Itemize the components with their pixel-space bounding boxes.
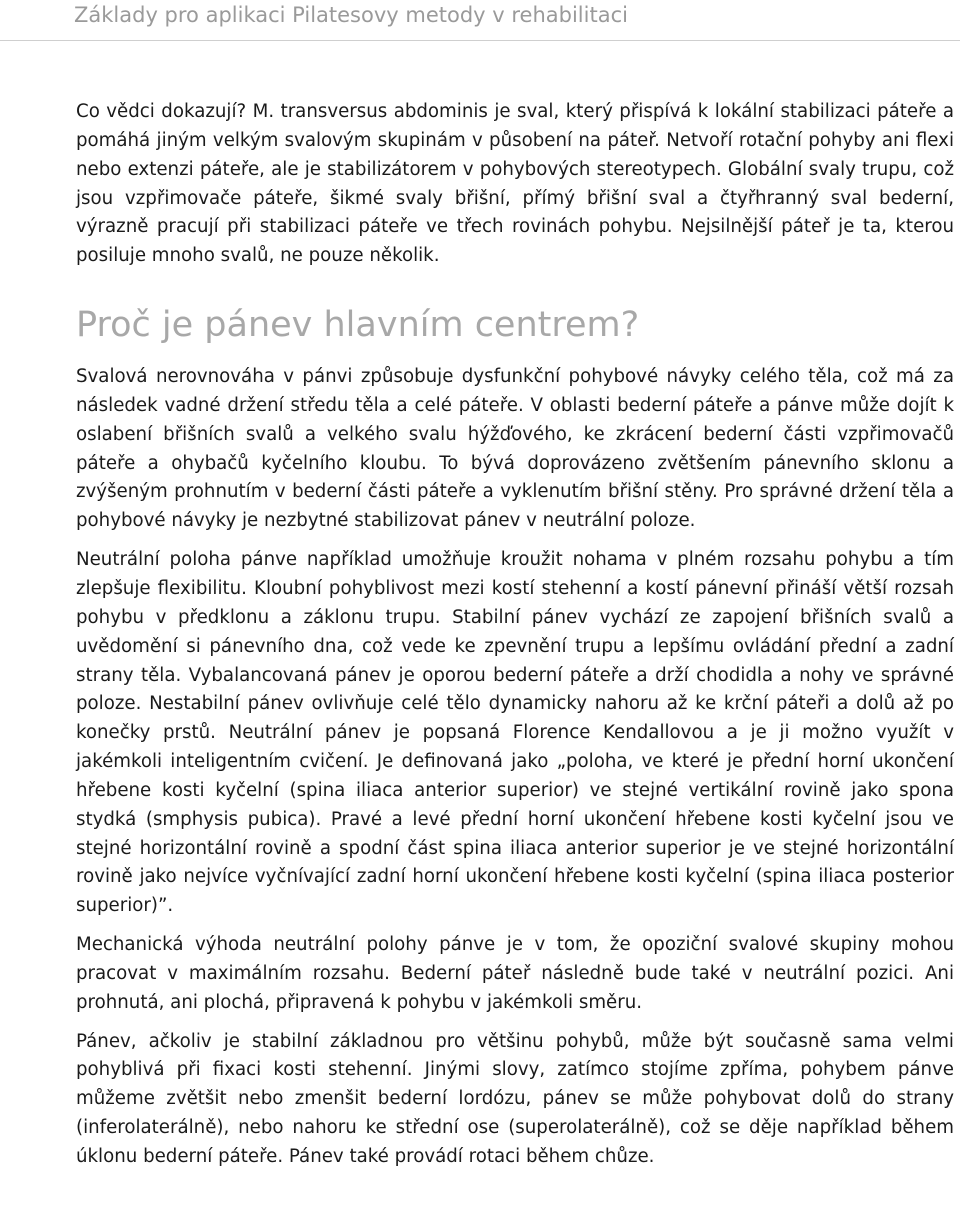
body-paragraph: Pánev, ačkoliv je stabilní základnou pro většinu pohybů, může být současně sama velmi pohyblivá při fixaci kosti stehenní. Jinými slovy, zatímco stojíme zpříma, pohybem pánve můžeme zvětšit nebo zmenšit bederní lordózu, pánev se může pohybovat dolů do strany (inferolaterálně), nebo nahoru ke střední ose (superolaterálně), což se děje například během úklonu bederní páteře. Pánev také provádí rotaci během chůze. bbox=[76, 1030, 954, 1167]
section-heading: Proč je pánev hlavním centrem? bbox=[76, 305, 640, 346]
intro-paragraph: Co vědci dokazují? M. transversus abdominis je sval, který přispívá k lokální stabilizaci páteře a pomáhá jiným velkým svalovým skupinám v působení na páteř. Netvoří rotační pohyby ani flexi nebo extenzi páteře, ale je stabilizátorem v pohybových stereotypech. Globální svaly trupu, což jsou vzpřimovače páteře, šikmé svaly břišní, přímý břišní sval a čtyřhranný sval bederní, výrazně pracují při stabilizaci páteře ve třech rovinách pohybu. Nejsilnější páteř je ta, kterou posiluje mnoho svalů, ne pouze několik. bbox=[76, 101, 954, 267]
running-header bbox=[0, 0, 960, 41]
body-paragraph: Svalová nerovnováha v pánvi způsobuje dysfunkční pohybové návyky celého těla, což má za následek vadné držení středu těla a celé páteře. V oblasti bederní páteře a pánve může dojít k oslabení břišních svalů a velkého svalu hýžďového, ke zkrácení bederní části vzpřimovačů páteře a ohybačů kyčelního kloubu. To bývá doprovázeno zvětšením pánevního sklonu a zvýšeným prohnutím v bederní části páteře a vyklenutím břišní stěny. Pro správné držení těla a pohybové návyky je nezbytné stabilizovat pánev v neutrální poloze. bbox=[76, 366, 954, 532]
body-paragraph: Mechanická výhoda neutrální polohy pánve je v tom, že opoziční svalové skupiny mohou pracovat v maximálním rozsahu. Bederní páteř následně bude také v neutrální pozici. Ani prohnutá, ani plochá, připravená k pohybu v jakémkoli směru. bbox=[76, 934, 954, 1013]
body-paragraph: Neutrální poloha pánve například umožňuje kroužit nohama v plném rozsahu pohybu a tím zlepšuje flexibilitu. Kloubní pohyblivost mezi kostí stehenní a kostí pánevní přináší větší rozsah pohybu v předklonu a záklonu trupu. Stabilní pánev vychází ze zapojení břišních svalů a uvědomění si pánevního dna, což vede ke zpevnění trupu a lepšímu ovládání přední a zadní strany těla. Vybalancovaná pánev je oporou bederní páteře a drží chodidla a nohy ve správné poloze. Nestabilní pánev ovlivňuje celé tělo dynamicky nahoru až ke krční páteři a dolů až po konečky prstů. Neutrální pánev je popsaná Florence Kendallovou a je ji možno využít v jakémkoli inteligentním cvičení. Je definovaná jako „poloha, ve které je přední horní ukončení hřebene kosti kyčelní (spina iliaca anterior superior) ve stejné vertikální rovině jako spona stydká (smphysis pubica). Pravé a levé přední horní ukončení hřebene kosti kyčelní jsou ve stejné horizontální rovině a spodní část spina iliaca anterior superior je ve stejné horizontální rovině jako nejvíce vyčnívající zadní horní ukončení hřebene kosti kyčelní (spina iliaca posterior superior)”. bbox=[76, 549, 954, 917]
page-body bbox=[76, 98, 954, 1172]
running-title: Základy pro aplikaci Pilatesovy metody v rehabilitaci bbox=[74, 3, 628, 27]
